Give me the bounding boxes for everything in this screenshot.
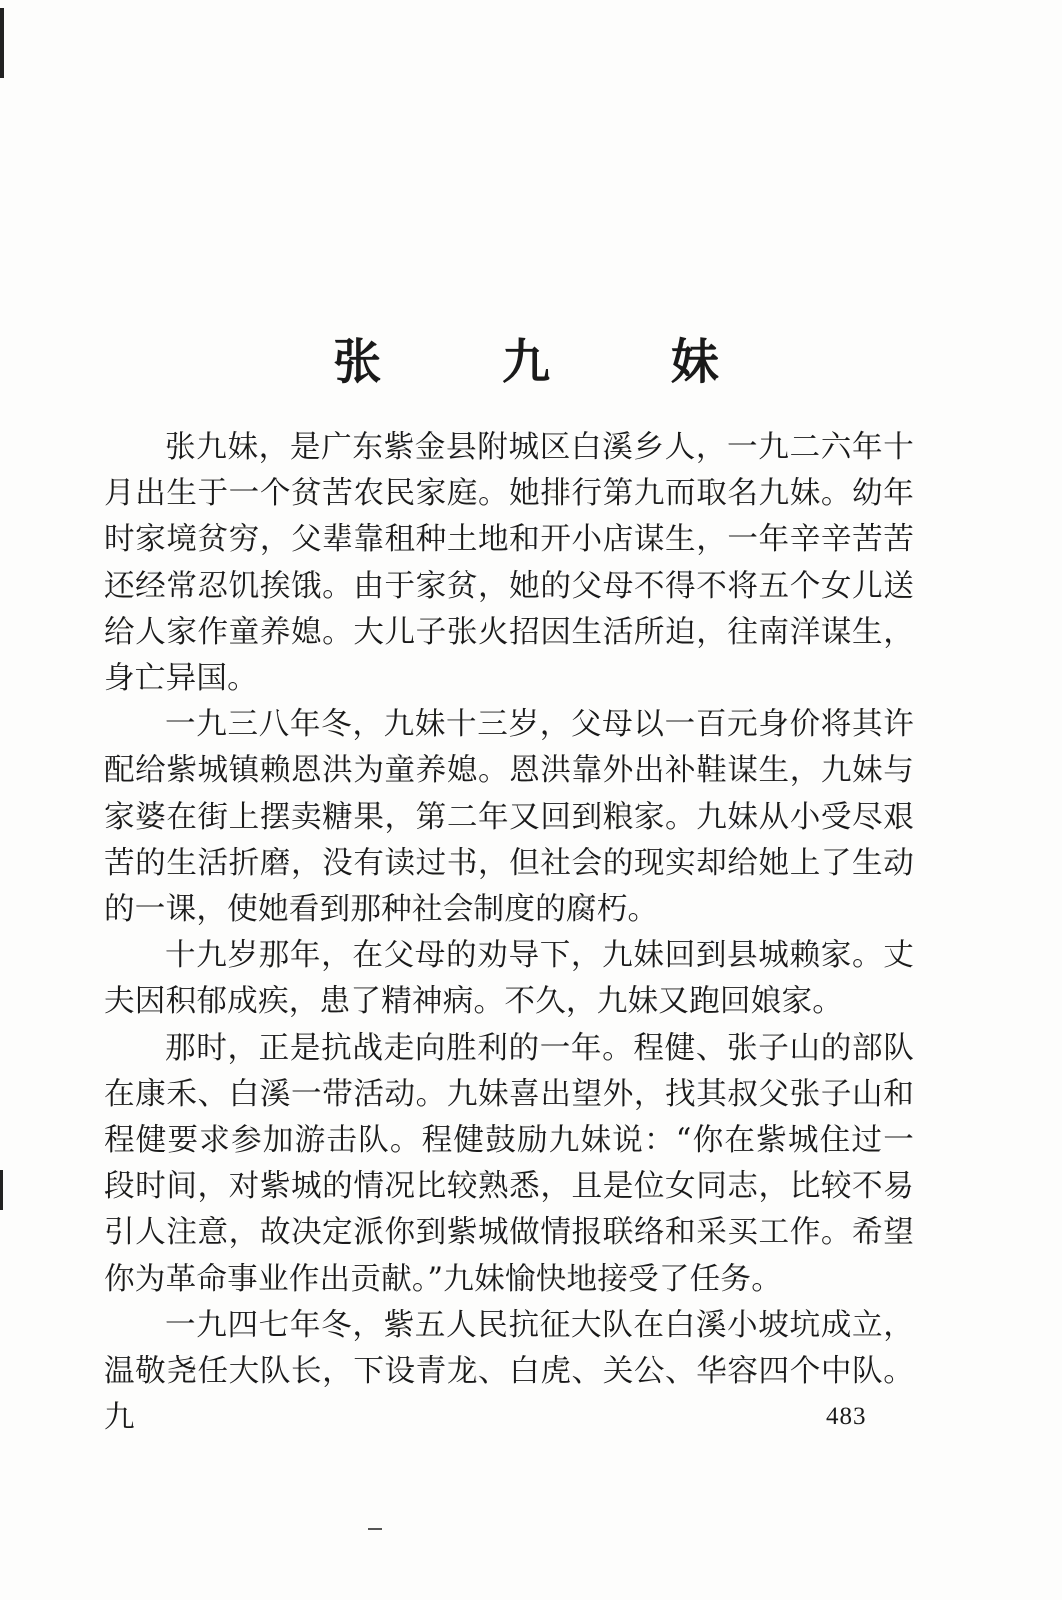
paragraph-2: 一九三八年冬，九妹十三岁，父母以一百元身价将其许配给紫城镇赖恩洪为童养媳。恩洪靠外出补鞋谋生，九妹与家婆在街上摆卖糖果，第二年又回到粮家。九妹从小受尽艰苦的生活折磨，没有读过书，但社会的现实却给她上了生动的一课，使她看到那种社会制度的腐朽。: [104, 707, 914, 928]
body-text: [104, 425, 914, 1441]
page-title: 张 九 妹: [333, 334, 771, 391]
paragraph-5: 一九四七年冬，紫五人民抗征大队在白溪小坡坑成立，温敬尧任大队长，下设青龙、白虎、关公、华容四个中队。九: [104, 1307, 914, 1436]
scan-edge-mark: [0, 1170, 3, 1210]
paragraph-1: 张九妹，是广东紫金县附城区白溪乡人，一九二六年十月出生于一个贫苦农民家庭。她排行第九而取名九妹。幼年时家境贫穷，父辈靠租种土地和开小店谋生，一年辛辛苦苦还经常忍饥挨饿。由于家贫，她的父母不得不将五个女儿送给人家作童养媳。大儿子张火招因生活所迫，往南洋谋生，身亡异国。: [104, 430, 914, 697]
scan-dash-mark: [368, 1528, 382, 1530]
paragraph-3: 十九岁那年，在父母的劝导下，九妹回到县城赖家。丈夫因积郁成疾，患了精神病。不久，九妹又跑回娘家。: [104, 938, 914, 1020]
paragraph-4: 那时，正是抗战走向胜利的一年。程健、张子山的部队在康禾、白溪一带活动。九妹喜出望外，找其叔父张子山和程健要求参加游击队。程健鼓励九妹说：“你在紫城住过一段时间，对紫城的情况比较熟悉，且是位女同志，比较不易引人注意，故决定派你到紫城做情报联络和采买工作。希望你为革命事业作出贡献。”九妹愉快地接受了任务。: [104, 1030, 914, 1297]
page-number: 483: [826, 1403, 867, 1430]
scan-edge-mark: [0, 8, 4, 78]
